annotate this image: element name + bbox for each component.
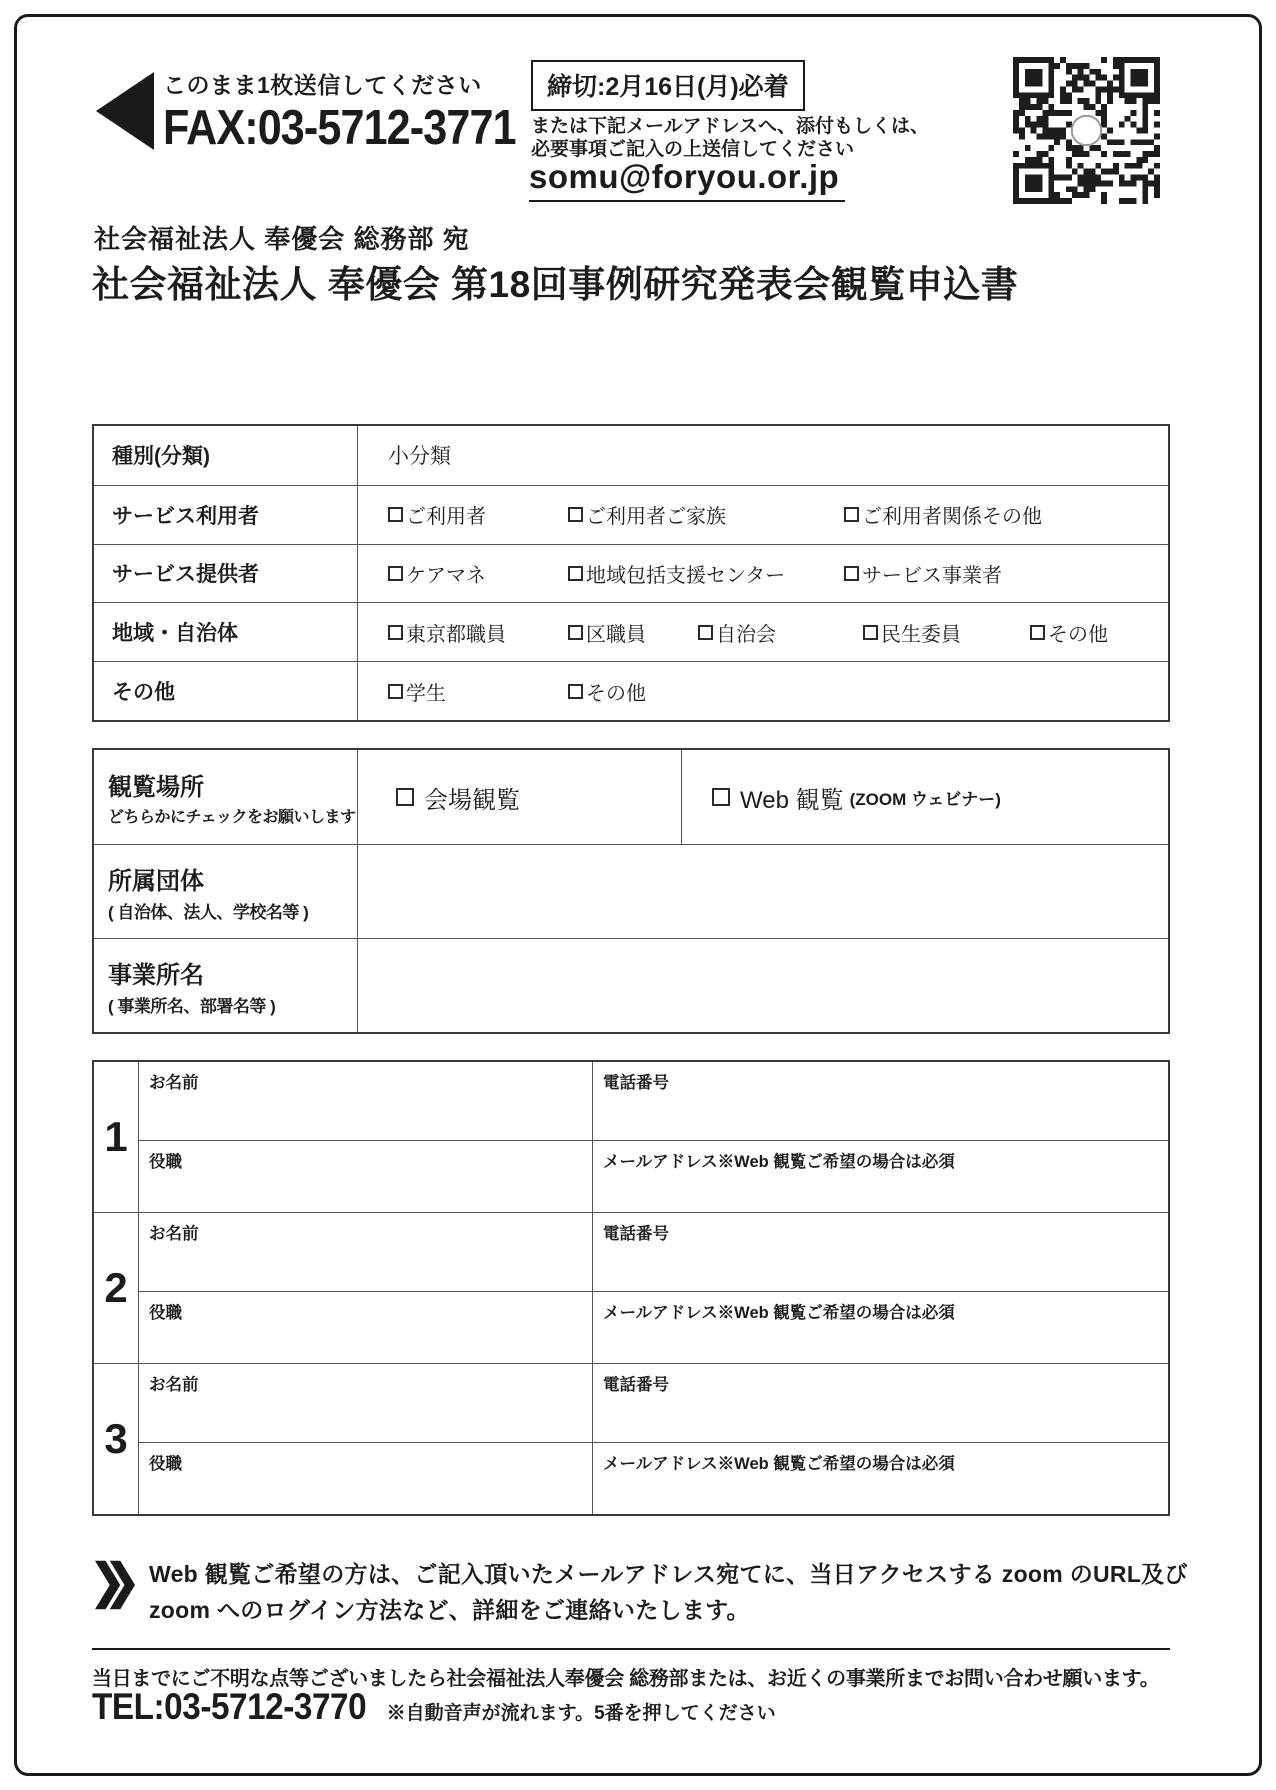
category-row-label: その他: [94, 662, 358, 720]
checkbox-icon: [388, 625, 403, 640]
attendee-3-role-cell[interactable]: [139, 1442, 592, 1514]
role-label: 役職: [149, 1153, 182, 1171]
organization-sublabel: ( 自治体、法人、学校名等 ): [108, 902, 309, 922]
checkbox-icon: [388, 507, 403, 522]
checkbox-icon: [568, 566, 583, 581]
checkbox-community-support-center[interactable]: 地域包括支援センター: [568, 559, 844, 588]
organization-label: 所属団体: [108, 867, 204, 895]
checkbox-user-family[interactable]: ご利用者ご家族: [568, 500, 844, 529]
attendee-1-role-cell[interactable]: [139, 1140, 592, 1212]
organization-row: [94, 844, 1168, 938]
category-row-label: 地域・自治体: [94, 603, 358, 661]
role-label: 役職: [149, 1455, 182, 1473]
viewing-location-label-cell: [94, 750, 358, 844]
web-note-line1: Web 観覧ご希望の方は、ご記入頂いたメールアドレス宛てに、当日アクセスする zoom のURL及び: [149, 1561, 1188, 1587]
fax-number: FAX:03-5712-3771: [163, 101, 516, 155]
checkbox-icon: [844, 507, 859, 522]
web-note: [95, 1556, 1188, 1628]
viewing-location-label: 観覧場所: [108, 774, 204, 801]
fax-arrow-icon: [96, 72, 154, 150]
checkbox-icon: [712, 788, 730, 806]
phone-label: 電話番号: [603, 1225, 669, 1243]
category-row-other: [94, 661, 1168, 720]
checkbox-ward-staff[interactable]: 区職員: [568, 618, 698, 647]
checkbox-icon: [568, 625, 583, 640]
email-address[interactable]: somu@foryou.or.jp: [529, 158, 845, 202]
attendee-section-2: [94, 1212, 1168, 1363]
tel-number: TEL:03-5712-3770: [92, 1686, 367, 1727]
category-type-header-label: 種別(分類): [112, 445, 210, 469]
checkbox-icon: [568, 684, 583, 699]
checkbox-tokyo-staff[interactable]: 東京都職員: [388, 618, 568, 647]
category-sub-header-label: 小分類: [388, 445, 451, 469]
checkbox-neighborhood-association[interactable]: 自治会: [698, 618, 863, 647]
double-chevron-icon: [95, 1560, 135, 1615]
office-name-label: 事業所名: [108, 961, 204, 989]
page-title: 社会福祉法人 奉優会 第18回事例研究発表会観覧申込書: [92, 264, 1019, 305]
attendee-2-phone-cell[interactable]: [592, 1213, 1168, 1291]
category-table: [92, 424, 1170, 722]
name-label: お名前: [149, 1376, 199, 1394]
attendee-number: 3: [94, 1364, 139, 1514]
email-label: メールアドレス※Web 観覧ご希望の場合は必須: [603, 1304, 955, 1322]
checkbox-icon: [844, 566, 859, 581]
category-row-service-user: [94, 485, 1168, 544]
organization-label-cell: [94, 845, 358, 938]
role-label: 役職: [149, 1304, 182, 1322]
attendee-section-3: [94, 1363, 1168, 1514]
attendee-3-phone-cell[interactable]: [592, 1364, 1168, 1442]
category-row-label: サービス提供者: [94, 545, 358, 603]
attendee-section-1: [94, 1062, 1168, 1212]
contact-note: 当日までにご不明な点等ございましたら社会福祉法人奉優会 総務部または、お近くの事業所までお問い合わせ願います。: [92, 1668, 1160, 1690]
checkbox-icon: [568, 507, 583, 522]
office-name-input-cell[interactable]: [358, 939, 1168, 1032]
checkbox-icon: [698, 625, 713, 640]
send-note: このまま1枚送信してください: [163, 72, 482, 98]
footer-divider: [92, 1648, 1170, 1650]
category-row-label: サービス利用者: [94, 486, 358, 544]
checkbox-icon: [1030, 625, 1045, 640]
category-header-row: [94, 426, 1168, 485]
deadline-box: 締切:2月16日(月)必着: [531, 60, 805, 111]
web-note-line2: zoom へのログイン方法など、詳細をご連絡いたします。: [149, 1597, 750, 1623]
email-label: メールアドレス※Web 観覧ご希望の場合は必須: [603, 1153, 955, 1171]
checkbox-icon: [388, 684, 403, 699]
email-label: メールアドレス※Web 観覧ご希望の場合は必須: [603, 1455, 955, 1473]
organization-input-cell[interactable]: [358, 845, 1168, 938]
attendee-2-email-cell[interactable]: [592, 1291, 1168, 1363]
attendee-number: 2: [94, 1213, 139, 1363]
attendee-2-role-cell[interactable]: [139, 1291, 592, 1363]
attendee-table: [92, 1060, 1170, 1516]
checkbox-student[interactable]: 学生: [388, 677, 568, 706]
checkbox-icon: [388, 566, 403, 581]
category-row-region-municipality: [94, 602, 1168, 661]
checkbox-icon: [396, 788, 414, 806]
name-label: お名前: [149, 1225, 199, 1243]
viewing-location-row: [94, 750, 1168, 844]
attendee-2-name-cell[interactable]: [139, 1213, 592, 1291]
qr-code: [1013, 57, 1160, 204]
checkbox-user[interactable]: ご利用者: [388, 500, 568, 529]
attendee-1-email-cell[interactable]: [592, 1140, 1168, 1212]
venue-viewing-cell: [358, 750, 682, 844]
viewing-location-sublabel: どちらかにチェックをお願いします: [108, 809, 356, 826]
checkbox-region-other[interactable]: その他: [1030, 618, 1108, 647]
web-viewing-note: (ZOOM ウェビナー): [849, 789, 1001, 809]
checkbox-user-related-other[interactable]: ご利用者関係その他: [844, 500, 1042, 529]
checkbox-other[interactable]: その他: [568, 677, 646, 706]
attendee-number: 1: [94, 1062, 139, 1212]
phone-label: 電話番号: [603, 1074, 669, 1092]
checkbox-venue-viewing[interactable]: 会場観覧: [396, 780, 520, 815]
tel-note: ※自動音声が流れます。5番を押してください: [386, 1703, 776, 1724]
email-note-line2: 必要事項ご記入の上送信してください: [531, 139, 855, 160]
email-note-line1: または下記メールアドレスへ、添付もしくは、: [531, 116, 930, 137]
office-name-row: [94, 938, 1168, 1032]
attendee-3-email-cell[interactable]: [592, 1442, 1168, 1514]
attendee-1-name-cell[interactable]: [139, 1062, 592, 1140]
attendee-3-name-cell[interactable]: [139, 1364, 592, 1442]
checkbox-icon: [863, 625, 878, 640]
phone-label: 電話番号: [603, 1376, 669, 1394]
office-name-sublabel: ( 事業所名、部署名等 ): [108, 996, 276, 1016]
web-viewing-cell: [682, 750, 1168, 844]
category-row-service-provider: [94, 544, 1168, 603]
checkbox-welfare-commissioner[interactable]: 民生委員: [863, 618, 1030, 647]
checkbox-care-manager[interactable]: ケアマネ: [388, 559, 568, 588]
category-type-header: [94, 426, 358, 485]
office-name-label-cell: [94, 939, 358, 1032]
name-label: お名前: [149, 1074, 199, 1092]
venue-table: [92, 748, 1170, 1034]
addressee: 社会福祉法人 奉優会 総務部 宛: [94, 224, 470, 254]
checkbox-web-viewing[interactable]: Web 観覧: [712, 780, 844, 815]
checkbox-service-operator[interactable]: サービス事業者: [844, 559, 1002, 588]
attendee-1-phone-cell[interactable]: [592, 1062, 1168, 1140]
category-sub-header: [358, 426, 1168, 485]
